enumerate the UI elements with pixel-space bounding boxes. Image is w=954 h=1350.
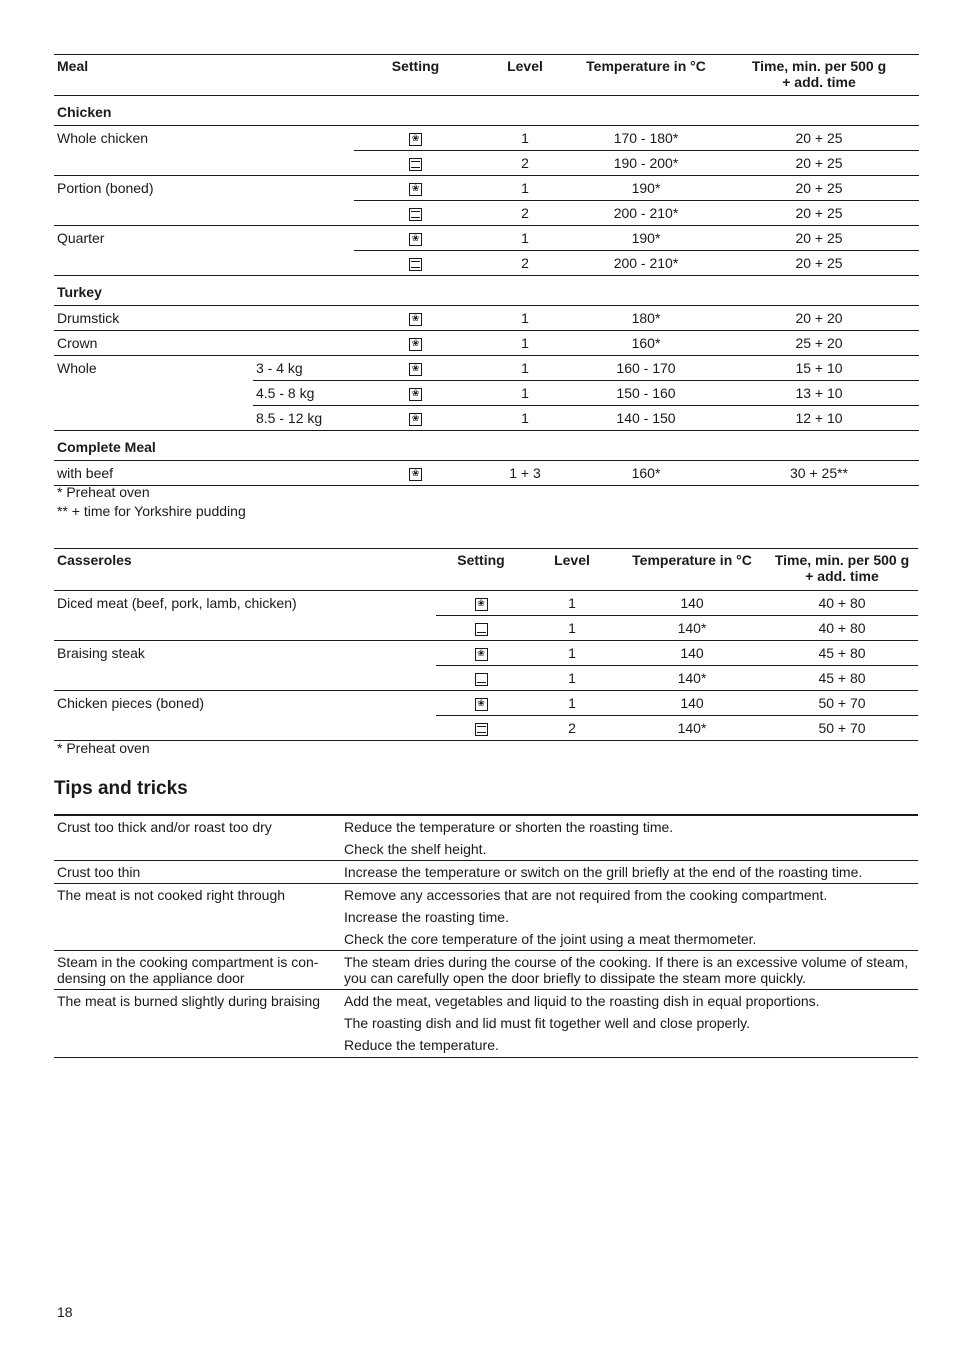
temperature-cell: 160*	[631, 335, 661, 351]
time-cell: 20 + 25	[719, 126, 919, 151]
level-cell: 1	[568, 620, 576, 636]
table-header-row	[54, 549, 918, 591]
setting-cell	[436, 666, 526, 691]
table-header-row	[54, 55, 919, 96]
fan-grill-icon	[409, 468, 422, 481]
temperature-cell: 140*	[677, 720, 707, 736]
meal-name: Portion (boned)	[57, 180, 154, 197]
footnote-preheat-casseroles: * Preheat oven	[57, 740, 150, 756]
level-cell: 1	[477, 176, 573, 201]
fan-grill-icon	[409, 313, 422, 326]
setting-cell	[436, 691, 526, 716]
time-cell: 13 + 10	[719, 381, 919, 406]
level-cell: 2	[521, 155, 529, 171]
column-header-time	[766, 549, 918, 591]
table-row	[54, 641, 918, 666]
setting-cell	[436, 716, 526, 741]
fan-grill-icon	[409, 413, 422, 426]
temperature-cell: 190*	[573, 176, 719, 201]
setting-cell	[354, 381, 477, 406]
dish-name	[54, 716, 436, 741]
column-header-meal: Meal	[54, 55, 354, 96]
tip-solution: The steam dries during the course of the cooking. If there is an excessive volume of steam, you can carefully open the door briefly to dissipate the steam more quickly.	[341, 951, 918, 990]
table-row	[54, 666, 918, 691]
temperature-cell: 140 - 150	[616, 410, 676, 426]
temperature-cell: 140	[618, 691, 766, 716]
time-cell: 50 + 70	[766, 691, 918, 716]
section-title-turkey: Turkey	[57, 284, 102, 300]
table-row	[54, 151, 919, 176]
fan-grill-icon	[409, 183, 422, 196]
tips-table	[54, 814, 918, 1058]
setting-cell	[354, 331, 477, 356]
bottom-heat-icon	[475, 623, 488, 636]
fan-grill-icon	[409, 338, 422, 351]
tip-solution: Reduce the temperature or shorten the roasting time.	[344, 819, 674, 835]
weight-cell: 4.5 - 8 kg	[253, 381, 354, 406]
temperature-cell: 140	[618, 591, 766, 616]
time-header-line1: Time, min. per 500 g	[751, 58, 887, 74]
tip-solution: Remove any accessories that are not required from the cooking compartment.	[341, 884, 918, 907]
temperature-cell: 140*	[677, 620, 707, 636]
fan-grill-icon	[409, 363, 422, 376]
tip-solution: Increase the roasting time.	[344, 909, 509, 925]
weight-cell: 8.5 - 12 kg	[256, 410, 323, 426]
setting-cell	[354, 461, 477, 486]
setting-cell	[354, 226, 477, 251]
tip-problem: Crust too thick and/or roast too dry	[57, 819, 272, 835]
section-row	[54, 276, 919, 306]
meal-name: Quarter	[57, 230, 105, 247]
tip-solution: Check the core temperature of the joint using a meat thermometer.	[344, 931, 757, 947]
time-cell: 12 + 10	[795, 410, 843, 426]
meal-name: with beef	[57, 465, 114, 481]
time-cell: 40 + 80	[766, 591, 918, 616]
setting-cell	[354, 306, 477, 331]
level-cell: 1	[521, 335, 529, 351]
section-row	[54, 431, 919, 461]
time-cell: 40 + 80	[818, 620, 866, 636]
tip-row	[54, 815, 918, 838]
time-cell: 20 + 25	[795, 205, 843, 221]
level-cell: 1	[521, 410, 529, 426]
casserole-table	[54, 548, 918, 741]
temperature-cell: 190*	[573, 226, 719, 251]
level-cell: 1	[477, 356, 573, 381]
level-cell: 1	[526, 641, 618, 666]
fan-grill-icon	[475, 598, 488, 611]
tip-problem: The meat is burned slightly during braising	[54, 990, 341, 1058]
bottom-heat-icon	[475, 673, 488, 686]
time-cell: 45 + 80	[766, 641, 918, 666]
temperature-cell: 180*	[631, 310, 661, 326]
tip-solution: Check the shelf height.	[344, 841, 487, 857]
time-cell: 20 + 25	[795, 255, 843, 271]
time-cell: 20 + 25	[719, 176, 919, 201]
tip-problem: The meat is not cooked right through	[54, 884, 341, 951]
time-header-line1: Time, min. per 500 g	[774, 552, 910, 568]
level-cell: 1	[568, 670, 576, 686]
tip-problem: Crust too thin	[54, 861, 341, 884]
time-header-line2: + add. time	[782, 74, 856, 90]
level-cell: 1	[521, 310, 529, 326]
column-header-temperature: Temperature in °C	[573, 55, 719, 96]
meal-name	[54, 201, 354, 226]
column-header-temperature: Temperature in °C	[618, 549, 766, 591]
column-header-level: Level	[526, 549, 618, 591]
table-row	[54, 226, 919, 251]
fan-grill-icon	[409, 133, 422, 146]
meal-name: Drumstick	[57, 310, 120, 326]
tip-row	[54, 990, 918, 1013]
meal-roasting-table	[54, 54, 919, 486]
table-row	[54, 406, 919, 431]
temperature-cell: 190 - 200*	[613, 155, 679, 171]
tip-solution: The roasting dish and lid must fit together well and close properly.	[344, 1015, 750, 1031]
temperature-cell: 170 - 180*	[573, 126, 719, 151]
footnote-preheat: * Preheat oven	[57, 484, 150, 500]
temperature-cell: 200 - 210*	[613, 255, 679, 271]
table-row	[54, 461, 919, 486]
tip-row	[54, 884, 918, 907]
meal-name	[54, 406, 253, 431]
section-title-complete-meal: Complete Meal	[57, 439, 156, 455]
fan-grill-icon	[409, 388, 422, 401]
setting-cell	[354, 251, 477, 276]
footnote-yorkshire: ** + time for Yorkshire pudding	[57, 503, 246, 519]
time-cell: 20 + 20	[795, 310, 843, 326]
time-cell: 50 + 70	[818, 720, 866, 736]
table-row	[54, 176, 919, 201]
top-bottom-heat-icon	[409, 258, 422, 271]
table-row	[54, 716, 918, 741]
fan-grill-icon	[409, 233, 422, 246]
page-number: 18	[57, 1304, 73, 1320]
setting-cell	[436, 616, 526, 641]
level-cell: 2	[568, 720, 576, 736]
time-cell: 20 + 25	[719, 226, 919, 251]
dish-name: Chicken pieces (boned)	[57, 695, 205, 712]
top-bottom-heat-icon	[409, 158, 422, 171]
meal-name	[54, 381, 253, 406]
time-cell: 30 + 25**	[790, 465, 848, 481]
setting-cell	[354, 201, 477, 226]
table-row	[54, 381, 919, 406]
time-header-line2: + add. time	[805, 568, 879, 584]
meal-name	[54, 151, 354, 176]
table-row	[54, 126, 919, 151]
setting-cell	[354, 176, 477, 201]
table-row	[54, 591, 918, 616]
meal-name: Whole chicken	[57, 130, 149, 147]
level-cell: 1	[526, 591, 618, 616]
temperature-cell: 200 - 210*	[613, 205, 679, 221]
table-row	[54, 691, 918, 716]
column-header-setting: Setting	[436, 549, 526, 591]
tip-row	[54, 861, 918, 884]
meal-name	[54, 251, 354, 276]
level-cell: 1	[477, 226, 573, 251]
tip-solution: Increase the temperature or switch on the grill briefly at the end of the roasting time.	[341, 861, 918, 884]
tip-solution: Add the meat, vegetables and liquid to the roasting dish in equal proportions.	[341, 990, 918, 1013]
fan-grill-icon	[475, 648, 488, 661]
time-cell: 25 + 20	[795, 335, 843, 351]
tip-row	[54, 951, 918, 990]
column-header-time	[719, 55, 919, 96]
setting-cell	[354, 151, 477, 176]
table-row	[54, 616, 918, 641]
time-cell: 20 + 25	[795, 155, 843, 171]
level-cell: 1	[477, 381, 573, 406]
table-row	[54, 251, 919, 276]
setting-cell	[436, 591, 526, 616]
table-row	[54, 356, 919, 381]
column-header-setting: Setting	[354, 55, 477, 96]
dish-name	[54, 666, 436, 691]
table-row	[54, 331, 919, 356]
section-title-chicken: Chicken	[57, 104, 112, 120]
section-heading-tips: Tips and tricks	[54, 778, 188, 799]
time-cell: 15 + 10	[719, 356, 919, 381]
level-cell: 2	[521, 205, 529, 221]
temperature-cell: 150 - 160	[573, 381, 719, 406]
tip-problem: Steam in the cooking compartment is con-densing on the appliance door	[54, 951, 341, 990]
temperature-cell: 140	[618, 641, 766, 666]
level-cell: 2	[521, 255, 529, 271]
level-cell: 1	[477, 126, 573, 151]
temperature-cell: 160 - 170	[573, 356, 719, 381]
time-cell: 45 + 80	[818, 670, 866, 686]
column-header-level: Level	[477, 55, 573, 96]
level-cell: 1	[526, 691, 618, 716]
temperature-cell: 140*	[677, 670, 707, 686]
fan-grill-icon	[475, 698, 488, 711]
temperature-cell: 160*	[631, 465, 661, 481]
setting-cell	[354, 126, 477, 151]
dish-name: Braising steak	[57, 645, 145, 662]
top-bottom-heat-icon	[475, 723, 488, 736]
meal-name: Whole	[57, 360, 97, 377]
setting-cell	[354, 356, 477, 381]
column-header-casseroles: Casseroles	[54, 549, 436, 591]
dish-name	[54, 616, 436, 641]
table-row	[54, 201, 919, 226]
level-cell: 1 + 3	[509, 465, 541, 481]
setting-cell	[354, 406, 477, 431]
setting-cell	[436, 641, 526, 666]
meal-name: Crown	[57, 335, 98, 351]
weight-cell: 3 - 4 kg	[253, 356, 354, 381]
top-bottom-heat-icon	[409, 208, 422, 221]
tip-solution: Reduce the temperature.	[344, 1037, 499, 1053]
table-row	[54, 306, 919, 331]
dish-name: Diced meat (beef, pork, lamb, chicken)	[57, 595, 297, 612]
section-row	[54, 96, 919, 126]
